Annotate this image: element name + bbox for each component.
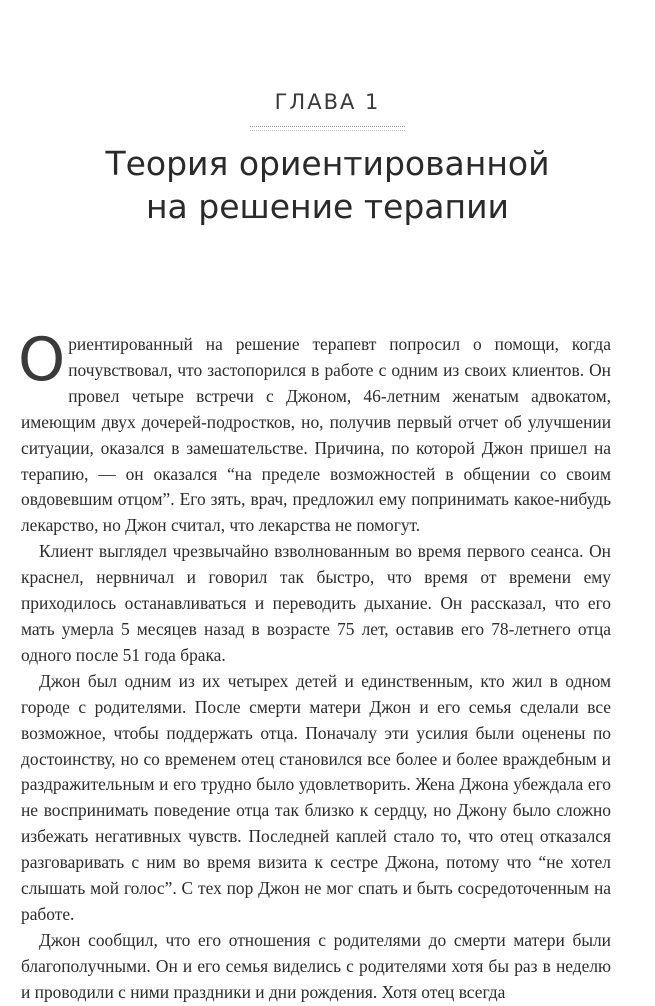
body-text	[18, 325, 611, 1006]
drop-cap: О	[18, 325, 66, 395]
chapter-ornament-divider	[250, 126, 405, 131]
paragraph-3: Джон был одним из их четырех детей и единственным, кто жил в одном городе с родителями. После смерти матери Джон и его семья сделали все возможное, чтобы поддержать отца. Поначалу эти усилия были оценены по достоинству, но со временем отец становился все более и более враждебным и раздражительным и его трудно было удовлетворить. Жена Джона убеждала его не воспринимать поведение отца так близко к сердцу, но Джону было сложно избежать негативных чувств. Последней каплей стало то, что отец отказался разговаривать с ним во время визита к сестре Джона, потому что “не хотел слышать мой голос”. С тех пор Джон не мог спать и быть сосредоточенным на работе.	[21, 670, 611, 924]
paragraph-4: Джон сообщил, что его отношения с родителями до смерти матери были благополучными. Он и его семья виделись с родителями хотя бы раз в неделю и проводили с ними праздники и дни рождения. Хотя отец всегда	[21, 929, 611, 1002]
chapter-title	[40, 142, 615, 228]
paragraph-1	[18, 325, 611, 539]
paragraph-2: Клиент выглядел чрезвычайно взволнованным во время первого сеанса. Он краснел, нервничал и говорил так быстро, что время от времени ему приходилось останавливаться и переводить дыхание. Он рассказал, что его мать умерла 5 месяцев назад в возрасте 75 лет, оставив его 78-летнего отца одного после 51 года брака.	[21, 541, 611, 665]
paragraph-1-text: риентированный на решение терапевт попросил о помощи, когда почувствовал, что застопорился в работе с одним из своих клиентов. Он провел четыре встречи с Джоном, 46-летним женатым адвокатом, имеющим двух дочерей-подростков, но, получив первый отчет об улучшении ситуации, оказался в замешательстве. Причина, по которой Джон пришел на терапию, — он оказался “на пределе возможностей в общении со своим овдовевшим отцом”. Его зять, врач, предложил ему попринимать какое-нибудь лекарство, но Джон считал, что лекарства не помогут.	[21, 334, 611, 536]
chapter-title-line-1: Теория ориентированной	[105, 144, 550, 183]
chapter-title-line-2: на решение терапии	[145, 187, 510, 226]
chapter-label: ГЛАВА 1	[274, 90, 381, 114]
